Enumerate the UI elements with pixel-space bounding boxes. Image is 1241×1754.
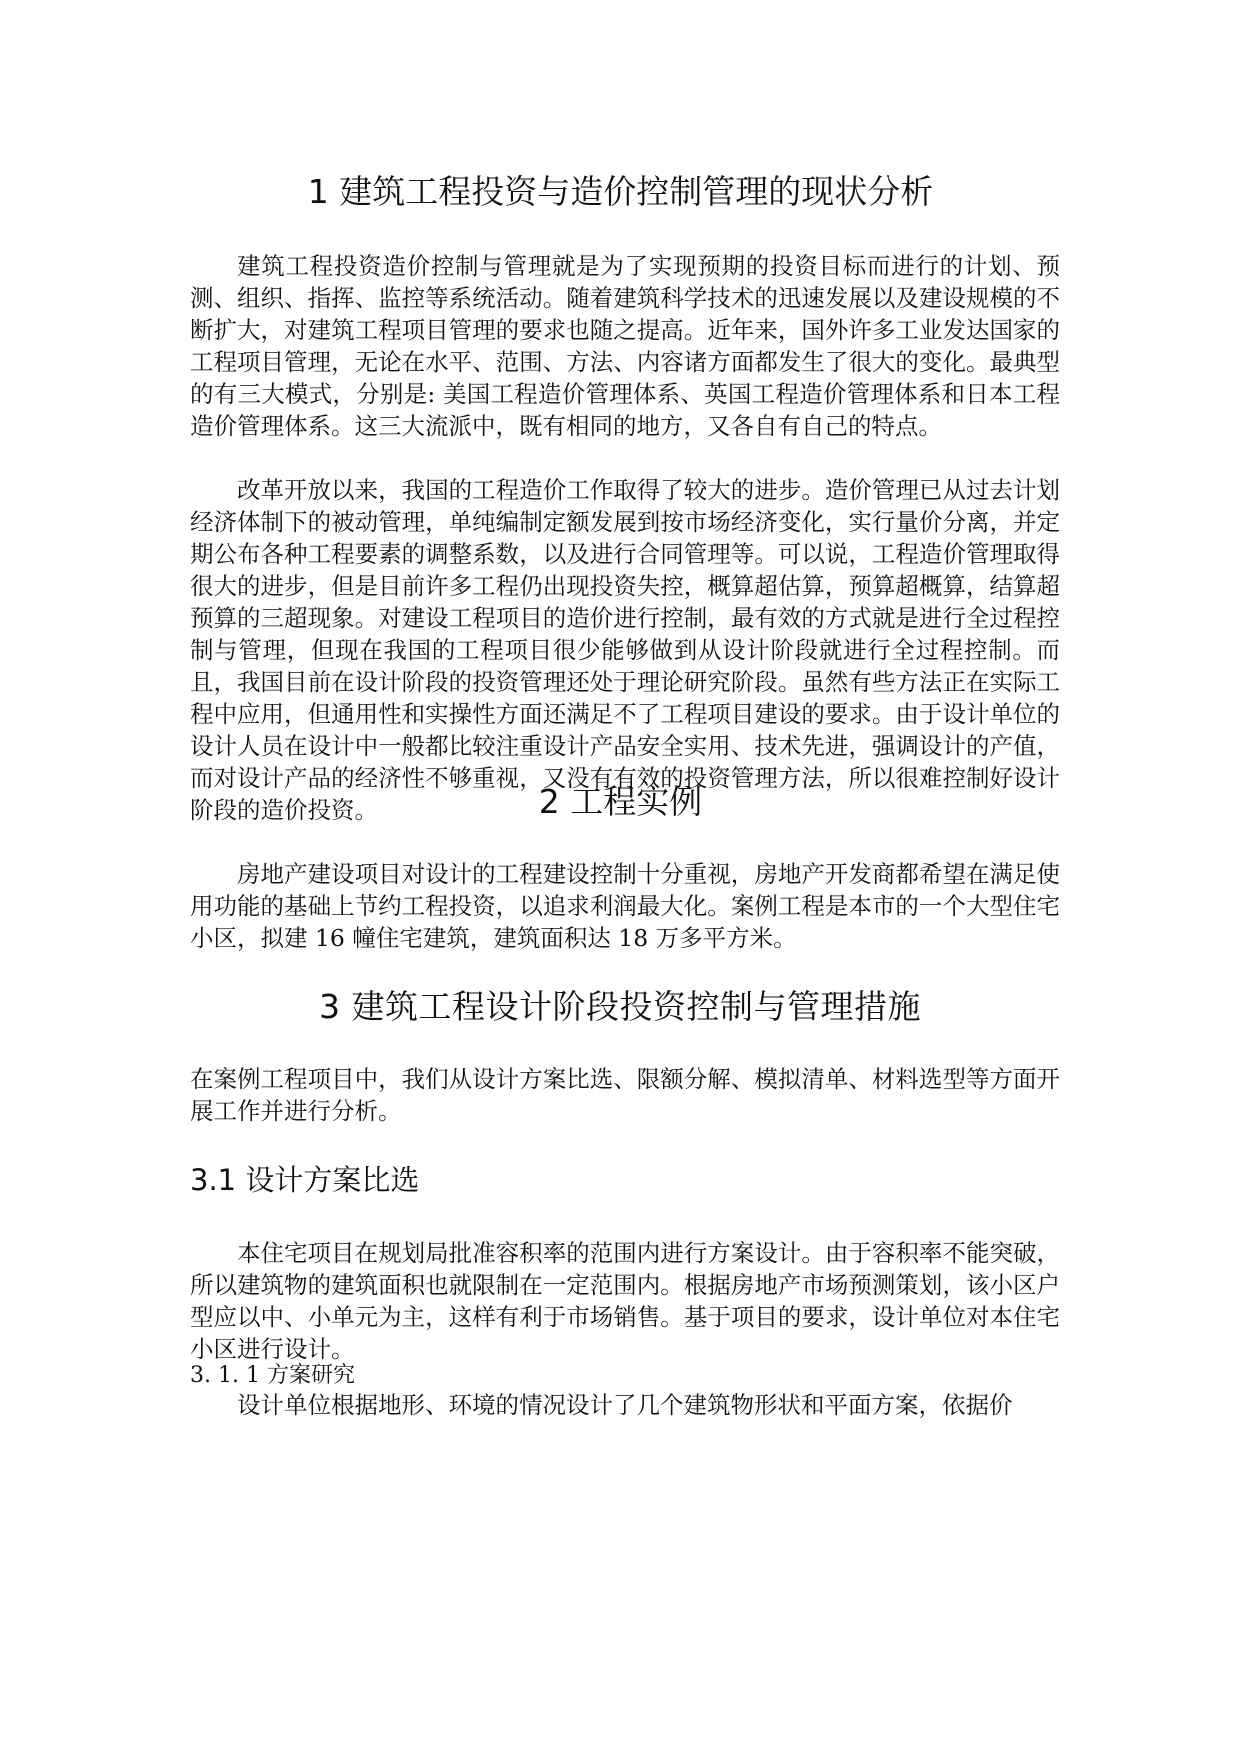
section-3-1-heading: 3.1 设计方案比选 <box>190 1163 420 1197</box>
section-3-heading: 3 建筑工程设计阶段投资控制与管理措施 <box>319 987 921 1026</box>
section-3-paragraph-1: 在案例工程项目中，我们从设计方案比选、限额分解、模拟清单、材料选型等方面开展工作并进行分析。 <box>190 1065 1060 1125</box>
section-1-heading: 1 建筑工程投资与造价控制管理的现状分析 <box>307 172 934 211</box>
section-2-paragraph-1: 房地产建设项目对设计的工程建设控制十分重视，房地产开发商都希望在满足使用功能的基础上节约工程投资，以追求利润最大化。案例工程是本市的一个大型住宅小区，拟建 16 幢住宅建筑，建筑面积达 18 万多平方米。 <box>190 860 1060 952</box>
section-3-1-1-paragraph-1: 设计单位根据地形、环境的情况设计了几个建筑物形状和平面方案，依据价 <box>237 1391 1013 1419</box>
section-3-1-1-heading: 3. 1. 1 方案研究 <box>190 1363 355 1388</box>
section-3-1-paragraph-1: 本住宅项目在规划局批准容积率的范围内进行方案设计。由于容积率不能突破，所以建筑物的建筑面积也就限制在一定范围内。根据房地产市场预测策划，该小区户型应以中、小单元为主，这样有利于市场销售。基于项目的要求，设计单位对本住宅小区进行设计。 <box>190 1239 1060 1363</box>
section-1-paragraph-2: 改革开放以来，我国的工程造价工作取得了较大的进步。造价管理已从过去计划经济体制下的被动管理，单纯编制定额发展到按市场经济变化，实行量价分离，并定期公布各种工程要素的调整系数，以及进行合同管理等。可以说，工程造价管理取得很大的进步，但是目前许多工程仍出现投资失控，概算超估算，预算超概算，结算超预算的三超现象。对建设工程项目的造价进行控制，最有效的方式就是进行全过程控制与管理，但现在我国的工程项目很少能够做到从设计阶段就进行全过程控制。而且，我国目前在设计阶段的投资管理还处于理论研究阶段。虽然有些方法正在实际工程中应用，但通用性和实操性方面还满足不了工程项目建设的要求。由于设计单位的设计人员在设计中一般都比较注重设计产品安全实用、技术先进，强调设计的产值，而对设计产品的经济性不够重视，又没有有效的投资管理方法，所以很难控制好设计阶段的造价投资。 <box>190 476 1060 824</box>
section-1-paragraph-1: 建筑工程投资造价控制与管理就是为了实现预期的投资目标而进行的计划、预测、组织、指挥、监控等系统活动。随着建筑科学技术的迅速发展以及建设规模的不断扩大，对建筑工程项目管理的要求也随之提高。近年来，国外许多工业发达国家的工程项目管理，无论在水平、范围、方法、内容诸方面都发生了很大的变化。最典型的有三大模式，分别是: 美国工程造价管理体系、英国工程造价管理体系和日本工程造价管理体系。这三大流派中，既有相同的地方，又各自有自己的特点。 <box>190 252 1060 440</box>
section-2-heading: 2 工程实例 <box>538 782 703 821</box>
